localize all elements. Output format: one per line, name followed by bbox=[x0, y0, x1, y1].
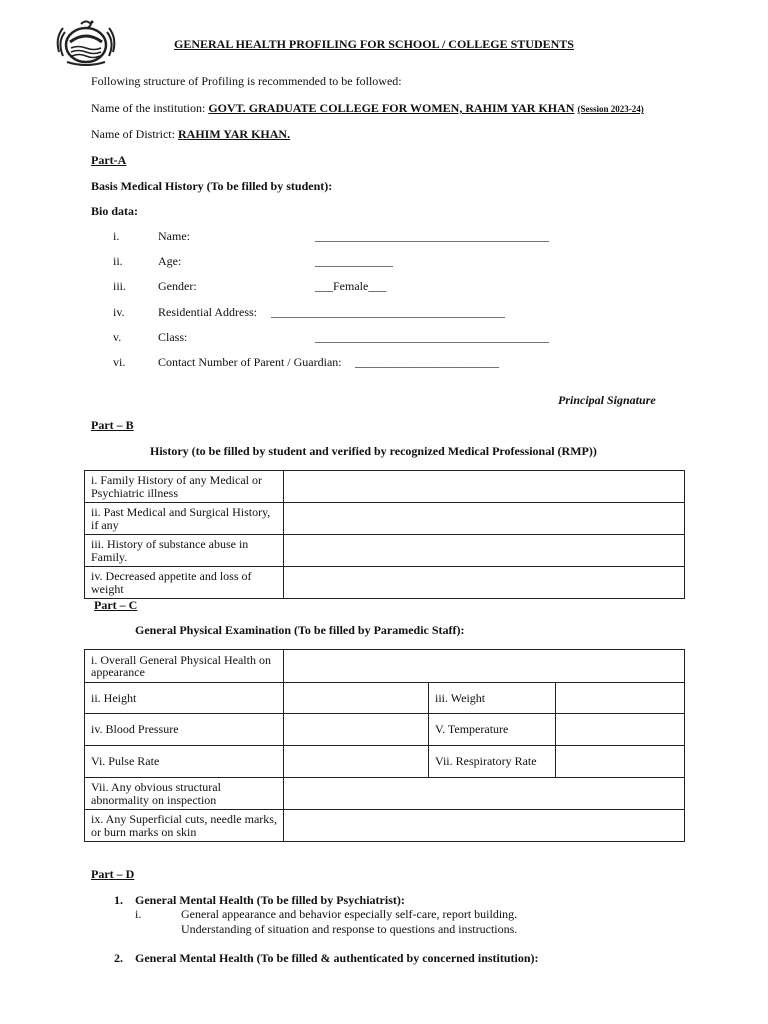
bio-field-label-name: Name: bbox=[158, 229, 190, 243]
district-value: RAHIM YAR KHAN. bbox=[177, 127, 291, 141]
temperature-cell[interactable] bbox=[556, 714, 685, 746]
history-label: iv. Decreased appetite and loss of weight bbox=[85, 567, 284, 599]
page-title: GENERAL HEALTH PROFILING FOR SCHOOL / COLLEGE STUDENTS bbox=[174, 37, 574, 51]
bio-field-label-class: Class: bbox=[158, 330, 188, 344]
bio-field-label-address: Residential Address: bbox=[158, 305, 257, 319]
part-b-heading: Part – B bbox=[91, 418, 134, 432]
table-row bbox=[85, 650, 685, 683]
session-value: (Session 2023-24) bbox=[577, 104, 644, 114]
institution-value: GOVT. GRADUATE COLLEGE FOR WOMEN, RAHIM YAR KHAN bbox=[208, 101, 575, 115]
structural-answer-cell[interactable] bbox=[284, 778, 685, 810]
institution-line bbox=[91, 101, 644, 116]
name-field[interactable]: _______________________________________ bbox=[315, 229, 549, 243]
sub-item-line: General appearance and behavior especially self-care, report building. bbox=[181, 907, 518, 921]
table-row bbox=[85, 567, 685, 599]
height-cell[interactable] bbox=[284, 683, 429, 714]
bio-field-num: vi. bbox=[113, 355, 126, 369]
exam-label-cuts: ix. Any Superficial cuts, needle marks, or burn marks on skin bbox=[85, 810, 284, 842]
bio-field-num: v. bbox=[113, 330, 122, 344]
bio-field-label-age: Age: bbox=[158, 254, 182, 268]
bio-field-num: iv. bbox=[113, 305, 125, 319]
history-label: i. Family History of any Medical or Psychiatric illness bbox=[85, 471, 284, 503]
part-a-subheading: Basis Medical History (To be filled by student): bbox=[91, 179, 333, 193]
district-label: Name of District: bbox=[91, 127, 175, 141]
sub-item-line: Understanding of situation and response to questions and instructions. bbox=[181, 922, 518, 936]
blood-pressure-cell[interactable] bbox=[284, 714, 429, 746]
cuts-answer-cell[interactable] bbox=[284, 810, 685, 842]
history-table bbox=[84, 470, 685, 599]
exam-label: i. Overall General Physical Health on appearance bbox=[85, 650, 284, 683]
item-number: 1. bbox=[114, 893, 123, 907]
table-row bbox=[85, 714, 685, 746]
exam-label-blood-pressure: iv. Blood Pressure bbox=[85, 714, 284, 746]
pulse-rate-cell[interactable] bbox=[284, 746, 429, 778]
exam-label-height: ii. Height bbox=[85, 683, 284, 714]
bio-data-heading: Bio data: bbox=[91, 204, 139, 218]
principal-signature-label: Principal Signature bbox=[558, 393, 656, 407]
institution-label: Name of the institution: bbox=[91, 101, 206, 115]
class-field[interactable]: _______________________________________ bbox=[315, 330, 549, 344]
table-row bbox=[85, 810, 685, 842]
exam-label-temperature: V. Temperature bbox=[429, 714, 556, 746]
bio-field-num: ii. bbox=[113, 254, 123, 268]
table-row bbox=[85, 503, 685, 535]
emblem-icon bbox=[53, 18, 119, 68]
part-c-heading: Part – C bbox=[94, 598, 138, 612]
history-answer-cell[interactable] bbox=[284, 567, 685, 599]
exam-label-respiratory-rate: Vii. Respiratory Rate bbox=[429, 746, 556, 778]
mental-health-psychiatrist-heading: General Mental Health (To be filled by Psychiatrist): bbox=[135, 893, 405, 907]
sub-item-number: i. bbox=[135, 907, 142, 921]
table-row bbox=[85, 683, 685, 714]
bio-field-num: iii. bbox=[113, 279, 127, 293]
age-field[interactable]: _____________ bbox=[315, 254, 393, 268]
part-b-subheading: History (to be filled by student and verified by recognized Medical Professional (RMP)) bbox=[150, 444, 597, 458]
government-emblem-logo bbox=[53, 18, 119, 68]
history-answer-cell[interactable] bbox=[284, 471, 685, 503]
table-row bbox=[85, 746, 685, 778]
exam-label-pulse-rate: Vi. Pulse Rate bbox=[85, 746, 284, 778]
district-line bbox=[91, 127, 290, 142]
exam-label-structural: Vii. Any obvious structural abnormality on inspection bbox=[85, 778, 284, 810]
bio-field-num: i. bbox=[113, 229, 120, 243]
history-label: ii. Past Medical and Surgical History, if any bbox=[85, 503, 284, 535]
table-row bbox=[85, 471, 685, 503]
history-label: iii. History of substance abuse in Family. bbox=[85, 535, 284, 567]
intro-text: Following structure of Profiling is recommended to be followed: bbox=[91, 74, 402, 88]
history-answer-cell[interactable] bbox=[284, 503, 685, 535]
part-a-heading: Part-A bbox=[91, 153, 127, 167]
part-c-subheading: General Physical Examination (To be filled by Paramedic Staff): bbox=[135, 623, 465, 637]
item-number: 2. bbox=[114, 951, 123, 965]
address-field[interactable]: _______________________________________ bbox=[271, 305, 505, 319]
exam-label-weight: iii. Weight bbox=[429, 683, 556, 714]
history-answer-cell[interactable] bbox=[284, 535, 685, 567]
table-row bbox=[85, 778, 685, 810]
part-d-heading: Part – D bbox=[91, 867, 135, 881]
bio-field-label-gender: Gender: bbox=[158, 279, 197, 293]
physical-exam-table bbox=[84, 649, 685, 842]
gender-field[interactable]: ___Female___ bbox=[315, 279, 387, 293]
contact-field[interactable]: ________________________ bbox=[355, 355, 499, 369]
respiratory-rate-cell[interactable] bbox=[556, 746, 685, 778]
mental-health-institution-heading: General Mental Health (To be filled & authenticated by concerned institution): bbox=[135, 951, 539, 965]
exam-answer-cell[interactable] bbox=[284, 650, 685, 683]
weight-cell[interactable] bbox=[556, 683, 685, 714]
bio-field-label-contact: Contact Number of Parent / Guardian: bbox=[158, 355, 342, 369]
table-row bbox=[85, 535, 685, 567]
